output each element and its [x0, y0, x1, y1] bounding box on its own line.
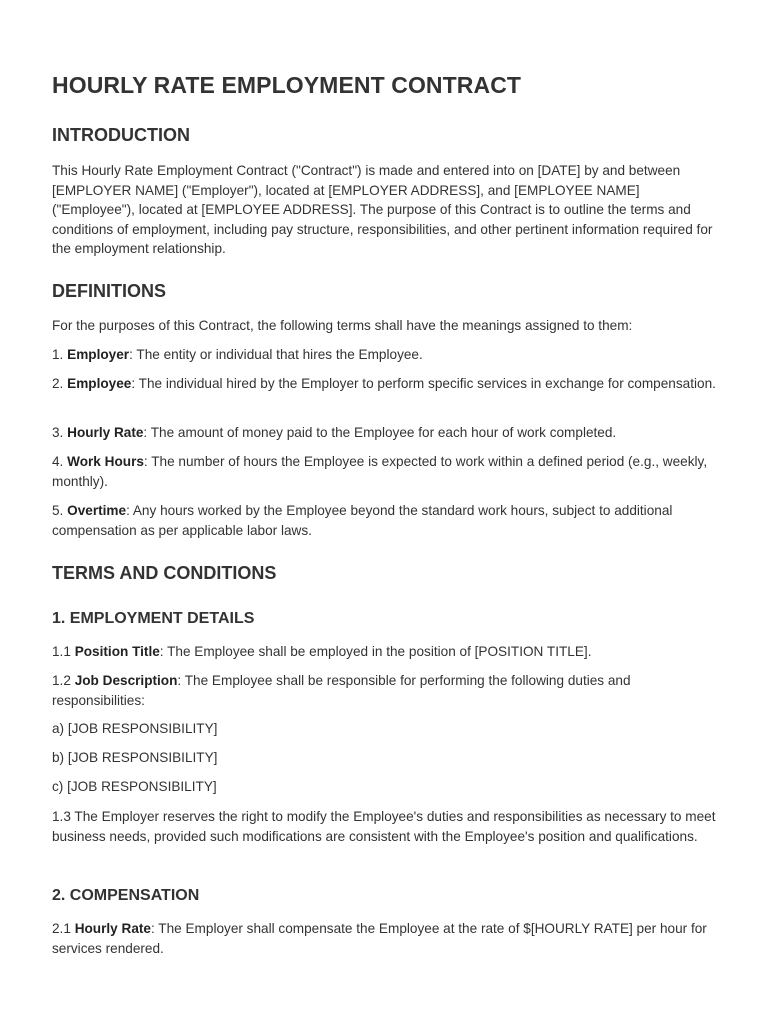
definition-item-employer: 1. Employer: The entity or individual that hires the Employee.	[52, 347, 423, 362]
terms-heading: TERMS AND CONDITIONS	[52, 563, 277, 583]
definitions-intro: For the purposes of this Contract, the following terms shall have the meanings assigned to them:	[52, 318, 633, 333]
definition-term: Hourly Rate	[67, 425, 144, 440]
job-responsibility-b: b) [JOB RESPONSIBILITY]	[52, 750, 218, 765]
clause-term: Job Description	[74, 673, 178, 688]
definition-term: Overtime	[67, 503, 127, 518]
employment-details-heading: 1. EMPLOYMENT DETAILS	[52, 610, 255, 627]
definition-item-work-hours: 4. Work Hours: The number of hours the Employee is expected to work within a defined period (e.g., weekly, monthly).	[52, 454, 708, 489]
introduction-paragraph: This Hourly Rate Employment Contract ("Contract") is made and entered into on [DATE] by and between [EMPLOYER NAME] ("Employer"), located at [EMPLOYER ADDRESS], and [EMPLOYEE NAME] ("Employee"), located at [EMPLOYEE ADDRESS]. The purpose of this Contract is to outline the terms and conditions of employment, including pay structure, responsibilities, and other pertinent information required for the employment relationship.	[52, 163, 713, 256]
definition-item-hourly-rate: 3. Hourly Rate: The amount of money paid to the Employee for each hour of work completed.	[52, 425, 617, 440]
document-title: HOURLY RATE EMPLOYMENT CONTRACT	[52, 72, 522, 98]
compensation-heading: 2. COMPENSATION	[52, 887, 200, 904]
hourly-rate-clause: 2.1 Hourly Rate: The Employer shall compensate the Employee at the rate of $[HOURLY RATE] per hour for services rendered.	[52, 921, 707, 956]
clause-term: Position Title	[74, 644, 160, 659]
definitions-heading: DEFINITIONS	[52, 281, 167, 301]
duties-modification-clause: 1.3 The Employer reserves the right to modify the Employee's duties and responsibilities as necessary to meet business needs, provided such modifications are consistent with the Employee's position and qualifications.	[52, 809, 716, 844]
introduction-heading: INTRODUCTION	[52, 125, 190, 145]
definition-term: Work Hours	[67, 454, 144, 469]
job-responsibility-a: a) [JOB RESPONSIBILITY]	[52, 721, 218, 736]
job-responsibility-c: c) [JOB RESPONSIBILITY]	[52, 779, 217, 794]
definition-term: Employer	[67, 347, 130, 362]
job-description-clause: 1.2 Job Description: The Employee shall be responsible for performing the following duties and responsibilities:	[52, 673, 631, 708]
definition-term: Employee	[67, 376, 132, 391]
definition-item-employee: 2. Employee: The individual hired by the Employer to perform specific services in exchange for compensation.	[52, 376, 716, 391]
position-title-clause: 1.1 Position Title: The Employee shall be employed in the position of [POSITION TITLE].	[52, 644, 592, 659]
definition-item-overtime: 5. Overtime: Any hours worked by the Employee beyond the standard work hours, subject to additional compensation as per applicable labor laws.	[52, 503, 673, 538]
clause-term: Hourly Rate	[74, 921, 151, 936]
